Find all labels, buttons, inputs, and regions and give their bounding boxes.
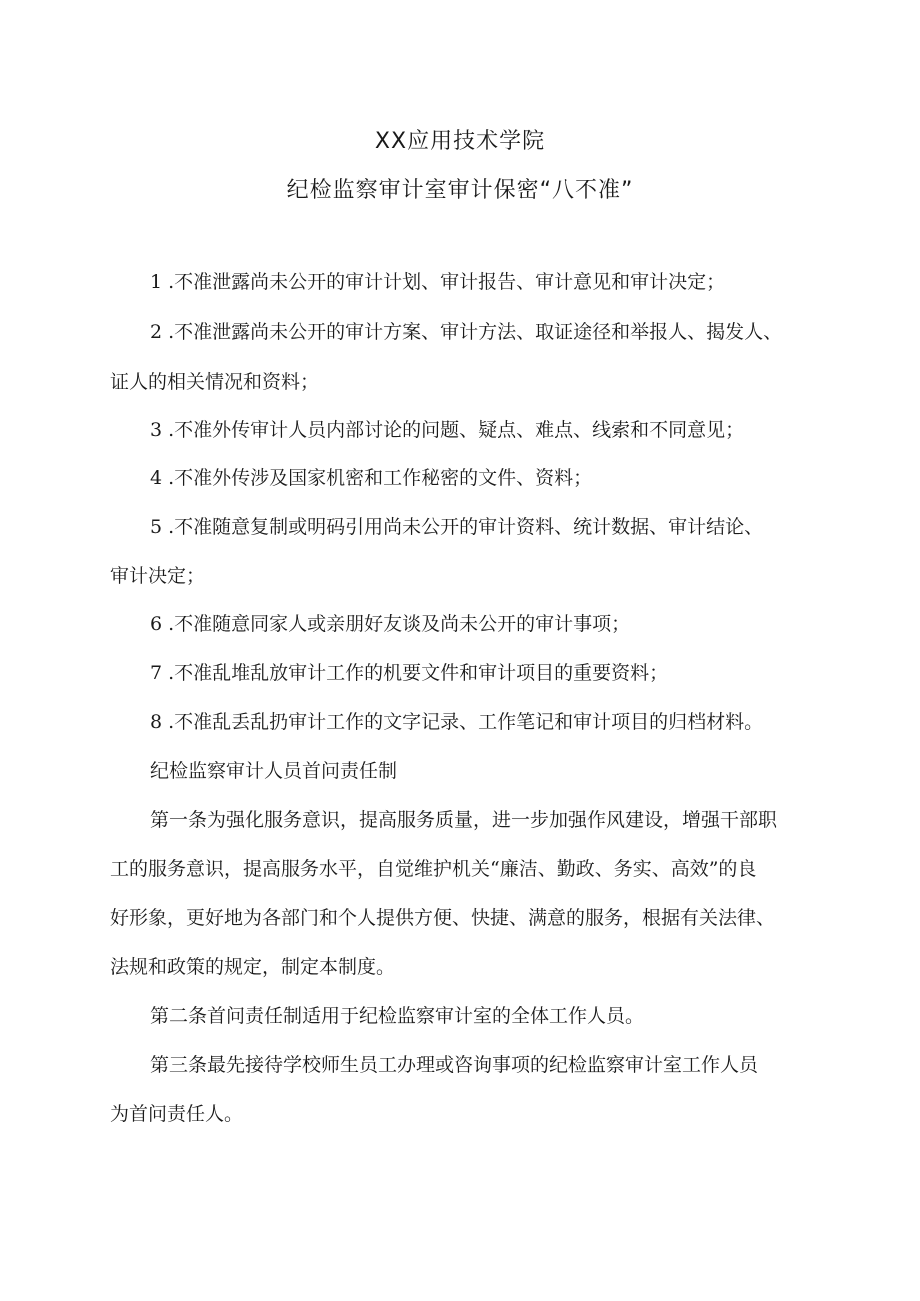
rule-3 — [150, 418, 870, 442]
rule-1 — [150, 270, 870, 294]
rule-text: .不准外传涉及国家机密和工作秘密的文件、资料； — [168, 467, 593, 489]
rule-text: .不准泄露尚未公开的审计方案、审计方法、取证途径和举报人、揭发人、 — [168, 321, 783, 343]
rule-text: .不准随意复制或明码引用尚未公开的审计资料、统计数据、审计结论、 — [168, 516, 764, 538]
rule-text: .不准乱堆乱放审计工作的机要文件和审计项目的重要资料； — [168, 662, 669, 684]
article-1-line: 法规和政策的规定，制定本制度。 — [110, 956, 396, 978]
document-title-school: XX应用技术学院 — [374, 129, 546, 154]
rule-number: 6 — [150, 613, 163, 635]
rule-number: 1 — [150, 271, 163, 293]
rule-text: .不准泄露尚未公开的审计计划、审计报告、审计意见和审计决定； — [168, 271, 726, 293]
rule-5 — [150, 515, 870, 539]
rule-4 — [150, 466, 870, 490]
article-1-line: 第一条为强化服务意识，提高服务质量，进一步加强作风建设，增强干部职 — [150, 809, 778, 831]
rule-2-continuation: 证人的相关情况和资料； — [110, 371, 320, 393]
rule-text: .不准外传审计人员内部讨论的问题、疑点、难点、线索和不同意见； — [168, 419, 745, 441]
rule-5-continuation: 审计决定； — [110, 565, 206, 587]
article-2-line: 第二条首问责任制适用于纪检监察审计室的全体工作人员。 — [150, 1005, 645, 1027]
rule-number: 5 — [150, 516, 163, 538]
rule-number: 7 — [150, 662, 163, 684]
article-1-line: 好形象，更好地为各部门和个人提供方便、快捷、满意的服务，根据有关法律、 — [110, 907, 776, 929]
document-title-rules: 纪检监察审计室审计保密“八不准” — [286, 178, 634, 203]
rule-2 — [150, 320, 870, 344]
rule-number: 4 — [150, 467, 163, 489]
article-3-line: 第三条最先接待学校师生员工办理或咨询事项的纪检监察审计室工作人员 — [150, 1054, 759, 1076]
article-3-line: 为首问责任人。 — [110, 1103, 244, 1125]
rule-6 — [150, 612, 870, 636]
rule-text: .不准乱丢乱扔审计工作的文字记录、工作笔记和审计项目的归档材料。 — [168, 711, 764, 733]
article-1-line: 工的服务意识，提高服务水平，自觉维护机关“廉洁、勤政、务实、高效”的良 — [110, 858, 757, 880]
rule-number: 2 — [150, 321, 163, 343]
section-heading: 纪检监察审计人员首问责任制 — [150, 760, 398, 782]
rule-number: 3 — [150, 419, 163, 441]
rule-number: 8 — [150, 711, 163, 733]
rule-7 — [150, 661, 870, 685]
rule-text: .不准随意同家人或亲朋好友谈及尚未公开的审计事项； — [168, 613, 631, 635]
rule-8 — [150, 710, 870, 734]
